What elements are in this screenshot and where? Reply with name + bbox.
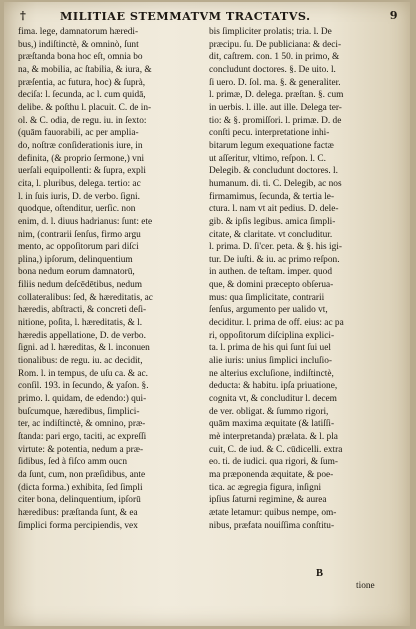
text-line: de ver. obligat. & ſummo rigori, bbox=[209, 406, 329, 417]
text-line: buſcumque, hæredibus, ſimplici- bbox=[18, 406, 140, 417]
text-line: dit, caſtrem. con. 1 50. in primo, & bbox=[209, 52, 340, 63]
text-line: da ſunt, cum, non præſidibus, ante bbox=[18, 469, 146, 480]
text-line: eo. ti. de iudici. qua rigori, & ſum- bbox=[209, 457, 338, 468]
text-line: præſtanda bona hoc eſt, omnia bo bbox=[18, 52, 143, 63]
text-line: cita, l. pluribus, delega. tertio: ac bbox=[18, 178, 141, 189]
text-line: cuit, C. de iud. & C. cūdicelli. extra bbox=[209, 444, 343, 455]
text-line: nim, (contrarii ſenſus, firmo argu bbox=[18, 229, 141, 240]
book-page bbox=[4, 2, 410, 626]
text-line: fima. lege, damnatorum hæredi- bbox=[18, 27, 139, 37]
text-line: nibus, præfata nouiſſima conſtitu- bbox=[209, 520, 335, 531]
text-line: collateralibus: ſed, & hæreditatis, ac bbox=[18, 292, 153, 303]
text-line: ætate letamur: quibus nempe, om- bbox=[209, 507, 337, 518]
text-line: primo. l. quidam, de edendo:) qui- bbox=[18, 394, 147, 405]
text-line: Delegib. & concludunt doctores. l. bbox=[209, 166, 338, 177]
right-text-column bbox=[209, 26, 405, 532]
text-line: que, & domini præcepto obſerua- bbox=[209, 280, 334, 291]
text-line: deducta: & habitu. ipſa priuatione, bbox=[209, 381, 338, 392]
text-line: firmamimus, ſecunda, & tertia le- bbox=[209, 191, 335, 202]
text-line: (quām fauorabili, ac per amplia- bbox=[18, 128, 139, 139]
catchword: tione bbox=[356, 581, 375, 591]
text-line: alie iuris: unius ſimplici incluſio- bbox=[209, 356, 333, 367]
text-line: ter, ac indiſtinctè, & omnino, præ- bbox=[18, 419, 146, 430]
folio-number: 9 bbox=[389, 8, 398, 22]
text-line: delibe. & poſthu l. placuit. C. de in- bbox=[18, 102, 152, 113]
text-line: in uerbis. l. ille. aut ille. Delega ter- bbox=[209, 102, 342, 113]
text-line: ſidibus, ſed à fiſco amm oucn bbox=[18, 457, 127, 468]
section-mark: † bbox=[20, 8, 27, 22]
text-line: mento, ac oppoſitorum pari diſci bbox=[18, 242, 139, 253]
signature-mark: B bbox=[316, 568, 324, 579]
text-line: ſimplici forma percipiendis, vex bbox=[18, 520, 138, 531]
text-line: ſtanda: pari ergo, taciti, ac expreſſi bbox=[18, 432, 147, 442]
text-line: deciſa: l. ſecunda, ac l. cum quidā, bbox=[18, 90, 146, 101]
text-line: bis ſimpliciter prolatis; tria. l. De bbox=[209, 27, 332, 37]
text-line: ol. & C. odia, de regu. iu. in ſexto: bbox=[18, 115, 147, 126]
text-line: filiis nedum deſcēdētibus, nedum bbox=[18, 280, 143, 291]
text-line: ctura. l. nam vt ait pedius. D. dele- bbox=[209, 204, 339, 215]
text-line: ne alterius excluſione, indiſtinctè, bbox=[209, 368, 334, 379]
running-header bbox=[18, 6, 404, 26]
text-line: citer bona, delinquentium, ipſorū bbox=[18, 495, 141, 506]
text-line: virtute: & potentia, nedum a præ- bbox=[18, 444, 144, 455]
text-line: ipſius ſaturni regimine, & aurea bbox=[209, 495, 327, 506]
text-line: bona nedum eorum damnatorū, bbox=[18, 267, 135, 278]
text-line: l. in ſuis iuris, D. de verbo. ſigni. bbox=[18, 191, 140, 202]
text-line: l. prima. D. ſi'cer. peta. & §. his igi- bbox=[209, 242, 342, 253]
text-line: enim, d. l. diuus hadrianus: ſunt: ete bbox=[18, 216, 153, 227]
text-line: quodque, oſtenditur, uerſic. non bbox=[18, 204, 136, 215]
text-line: l. primæ, D. delega. præſtan. §. cum bbox=[209, 90, 344, 101]
running-title: MILITIAE STEMMATVM TRACTATVS. bbox=[60, 9, 311, 23]
text-line: bitarum legum exequatione factæ bbox=[209, 140, 334, 151]
text-line: præſentia, ac futura, hoc) & ſuprà, bbox=[18, 77, 146, 88]
text-line: ſi uero. D. ſol. ma. §. & generaliter. bbox=[209, 77, 341, 88]
text-line: na, & mobilia, ac ſtabilia, & iura, & bbox=[18, 64, 152, 75]
text-line: ſenſus, argumento per ualido vt, bbox=[209, 305, 328, 316]
text-line: conſti pecu. interpretatione inhi- bbox=[209, 128, 330, 139]
text-line: bus,) indiſtinctè, & omninò, ſunt bbox=[18, 39, 139, 50]
text-line: citate, & claritate. vt concluditur. bbox=[209, 229, 333, 240]
text-line: plina,) ipſorum, delinquentium bbox=[18, 254, 133, 265]
text-line: tica. ac ægregia figura, inſigni bbox=[209, 482, 322, 493]
left-text-column bbox=[18, 26, 216, 532]
text-line: cognita vt, & concluditur l. decem bbox=[209, 394, 337, 405]
text-line: mus: qua ſimplicitate, contrarii bbox=[209, 292, 325, 303]
text-line: ri, oppoſitorum diſciplina explici- bbox=[209, 330, 335, 341]
text-line: hæredibus: præſtanda ſunt, & ea bbox=[18, 507, 138, 518]
text-line: Rom. l. in tempus, de uſu ca. & ac. bbox=[18, 368, 149, 379]
text-line: nitione, poſita, l. hæreditatis, & l. bbox=[18, 318, 143, 329]
text-line: in authen. de teſtam. imper. quod bbox=[209, 267, 332, 278]
text-line: mè interpretanda) prælata. & l. pla bbox=[209, 432, 338, 442]
text-line: definita, (& proprio ſermone,) vni bbox=[18, 153, 145, 164]
text-line: (dicta forma.) exhibita, ſed ſimpli bbox=[18, 482, 143, 493]
text-line: quām maxima æquitate (& latiſſi- bbox=[209, 419, 335, 430]
text-line: conſil. 193. in ſecundo, & yaſon. §. bbox=[18, 381, 149, 392]
text-line: præcipu. ſu. De publiciana: & deci- bbox=[209, 39, 342, 50]
text-line: do, noſtræ conſiderationis iure, in bbox=[18, 140, 143, 151]
text-line: uerſali equipollenti: & ſupra, expli bbox=[18, 166, 146, 177]
text-line: hæredis appellatione, D. de verbo. bbox=[18, 330, 146, 341]
text-line: ut aſſeritur, vltimo, reſpon. l. C. bbox=[209, 153, 326, 164]
text-line: tur. De iuſti. & iu. ac primo reſpon. bbox=[209, 254, 340, 265]
text-line: tio: & §. promiſſori. l. primæ. D. de bbox=[209, 115, 342, 126]
text-line: deciditur. l. prima de off. eius: ac pa bbox=[209, 318, 344, 329]
text-line: concludunt doctores. §. De uito. l. bbox=[209, 64, 336, 75]
text-line: ta. l. prima de his qui ſunt ſui uel bbox=[209, 343, 331, 354]
text-line: gib. & ipſis legibus. amica ſimpli- bbox=[209, 216, 336, 227]
text-line: ma præponenda æquitate, & poe- bbox=[209, 469, 334, 480]
text-line: hæredis, abſtracti, & concreti deſi- bbox=[18, 305, 147, 316]
text-line: ſigni. ad l. hæreditas, & l. inconuen bbox=[18, 343, 150, 354]
text-line: humanum. di. ti. C. Delegib, ac nos bbox=[209, 178, 342, 189]
text-line: tionalibus: de regu. iu. ac decidit, bbox=[18, 356, 143, 367]
